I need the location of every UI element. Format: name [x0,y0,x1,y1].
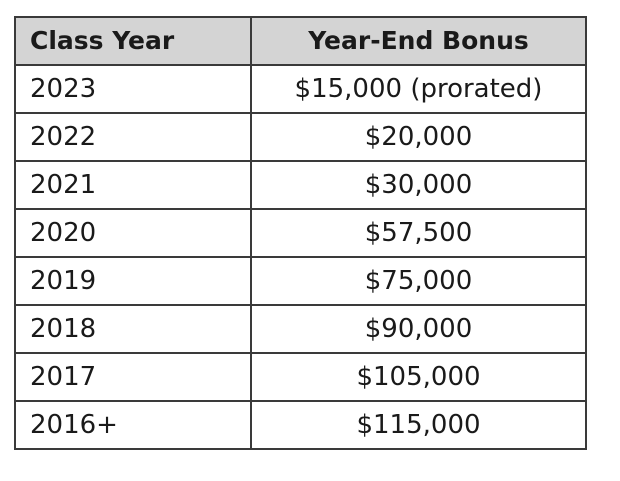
column-header-class-year: Class Year [15,17,251,65]
class-year-cell: 2016+ [15,401,251,449]
table-row [15,209,586,257]
table-row [15,401,586,449]
class-year-cell: 2021 [15,161,251,209]
bonus-cell: $30,000 [251,161,586,209]
table-row [15,305,586,353]
class-year-cell: 2023 [15,65,251,113]
column-header-year-end-bonus: Year-End Bonus [251,17,586,65]
bonus-cell: $105,000 [251,353,586,401]
class-year-cell: 2019 [15,257,251,305]
bonus-cell: $57,500 [251,209,586,257]
table-row [15,161,586,209]
bonus-cell: $115,000 [251,401,586,449]
table-row [15,257,586,305]
class-year-cell: 2017 [15,353,251,401]
table-row [15,113,586,161]
bonus-cell: $20,000 [251,113,586,161]
header-row [15,17,586,65]
class-year-cell: 2018 [15,305,251,353]
class-year-cell: 2022 [15,113,251,161]
class-year-cell: 2020 [15,209,251,257]
bonus-table [14,16,587,450]
bonus-cell: $90,000 [251,305,586,353]
table-row [15,65,586,113]
bonus-cell: $15,000 (prorated) [251,65,586,113]
bonus-cell: $75,000 [251,257,586,305]
table-row [15,353,586,401]
